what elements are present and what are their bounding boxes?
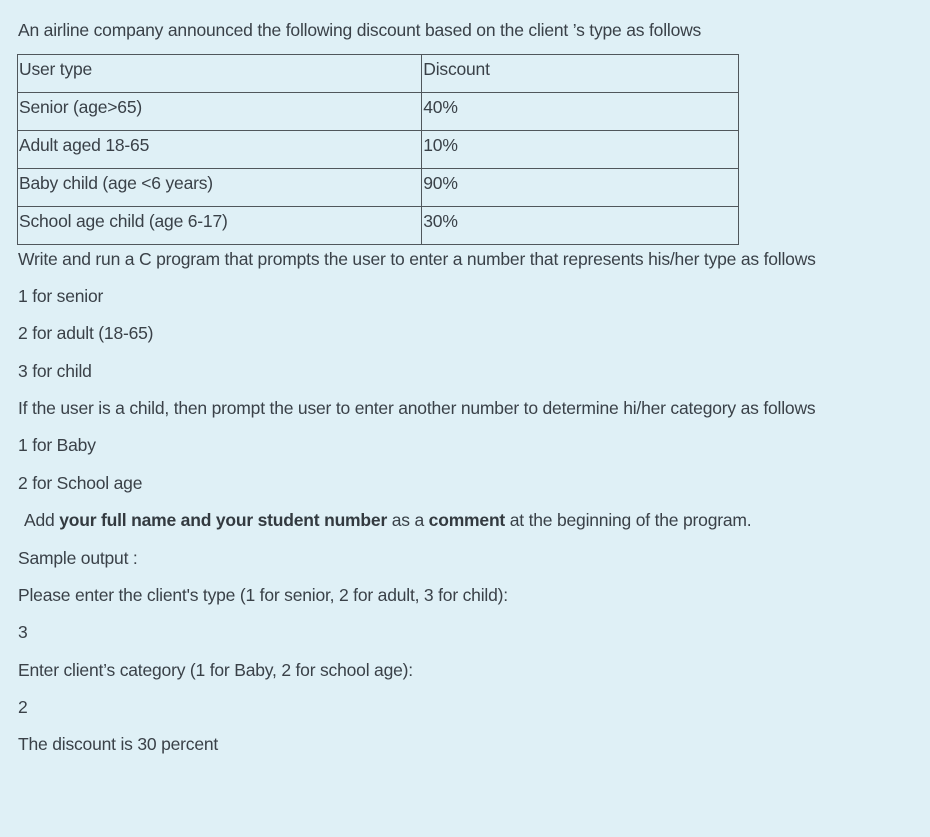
sample-result: The discount is 30 percent <box>18 734 219 754</box>
comment-note-prefix: Add <box>24 510 60 530</box>
option-child: 3 for child <box>18 361 92 381</box>
comment-note-bold-name: your full name and your student number <box>59 510 388 530</box>
table-cell: School age child (age 6-17) <box>18 207 422 245</box>
table-cell: 40% <box>422 93 739 131</box>
task-text: Write and run a C program that prompts the user to enter a number that represents his/her type as follows <box>18 249 816 269</box>
option-adult: 2 for adult (18-65) <box>18 323 154 343</box>
table-header-cell: Discount <box>422 55 739 93</box>
table-row <box>18 169 739 207</box>
comment-note-bold-comment: comment <box>428 510 506 530</box>
sample-prompt-category: Enter client’s category (1 for Baby, 2 for school age): <box>18 660 413 680</box>
sample-input-category: 2 <box>18 697 28 717</box>
table-cell: 30% <box>422 207 739 245</box>
table-row <box>18 207 739 245</box>
child-option-school: 2 for School age <box>18 473 143 493</box>
table-cell: 90% <box>422 169 739 207</box>
table-header-row <box>18 55 739 93</box>
table-cell: Baby child (age <6 years) <box>18 169 422 207</box>
discount-table <box>17 54 739 245</box>
option-senior: 1 for senior <box>18 286 104 306</box>
table-cell: 10% <box>422 131 739 169</box>
comment-note-middle: as a <box>387 510 429 530</box>
child-prompt-text: If the user is a child, then prompt the user to enter another number to determine hi/her category as follows <box>18 398 816 418</box>
intro-text: An airline company announced the following discount based on the client ’s type as follows <box>18 20 702 40</box>
table-cell: Adult aged 18-65 <box>18 131 422 169</box>
table-row <box>18 131 739 169</box>
sample-output-label: Sample output : <box>18 548 138 568</box>
comment-note <box>24 509 751 531</box>
sample-prompt-type: Please enter the client's type (1 for senior, 2 for adult, 3 for child): <box>18 585 508 605</box>
sample-input-type: 3 <box>18 622 28 642</box>
comment-note-suffix: at the beginning of the program. <box>505 510 752 530</box>
table-row <box>18 93 739 131</box>
table-header-cell: User type <box>18 55 422 93</box>
table-cell: Senior (age>65) <box>18 93 422 131</box>
child-option-baby: 1 for Baby <box>18 435 96 455</box>
